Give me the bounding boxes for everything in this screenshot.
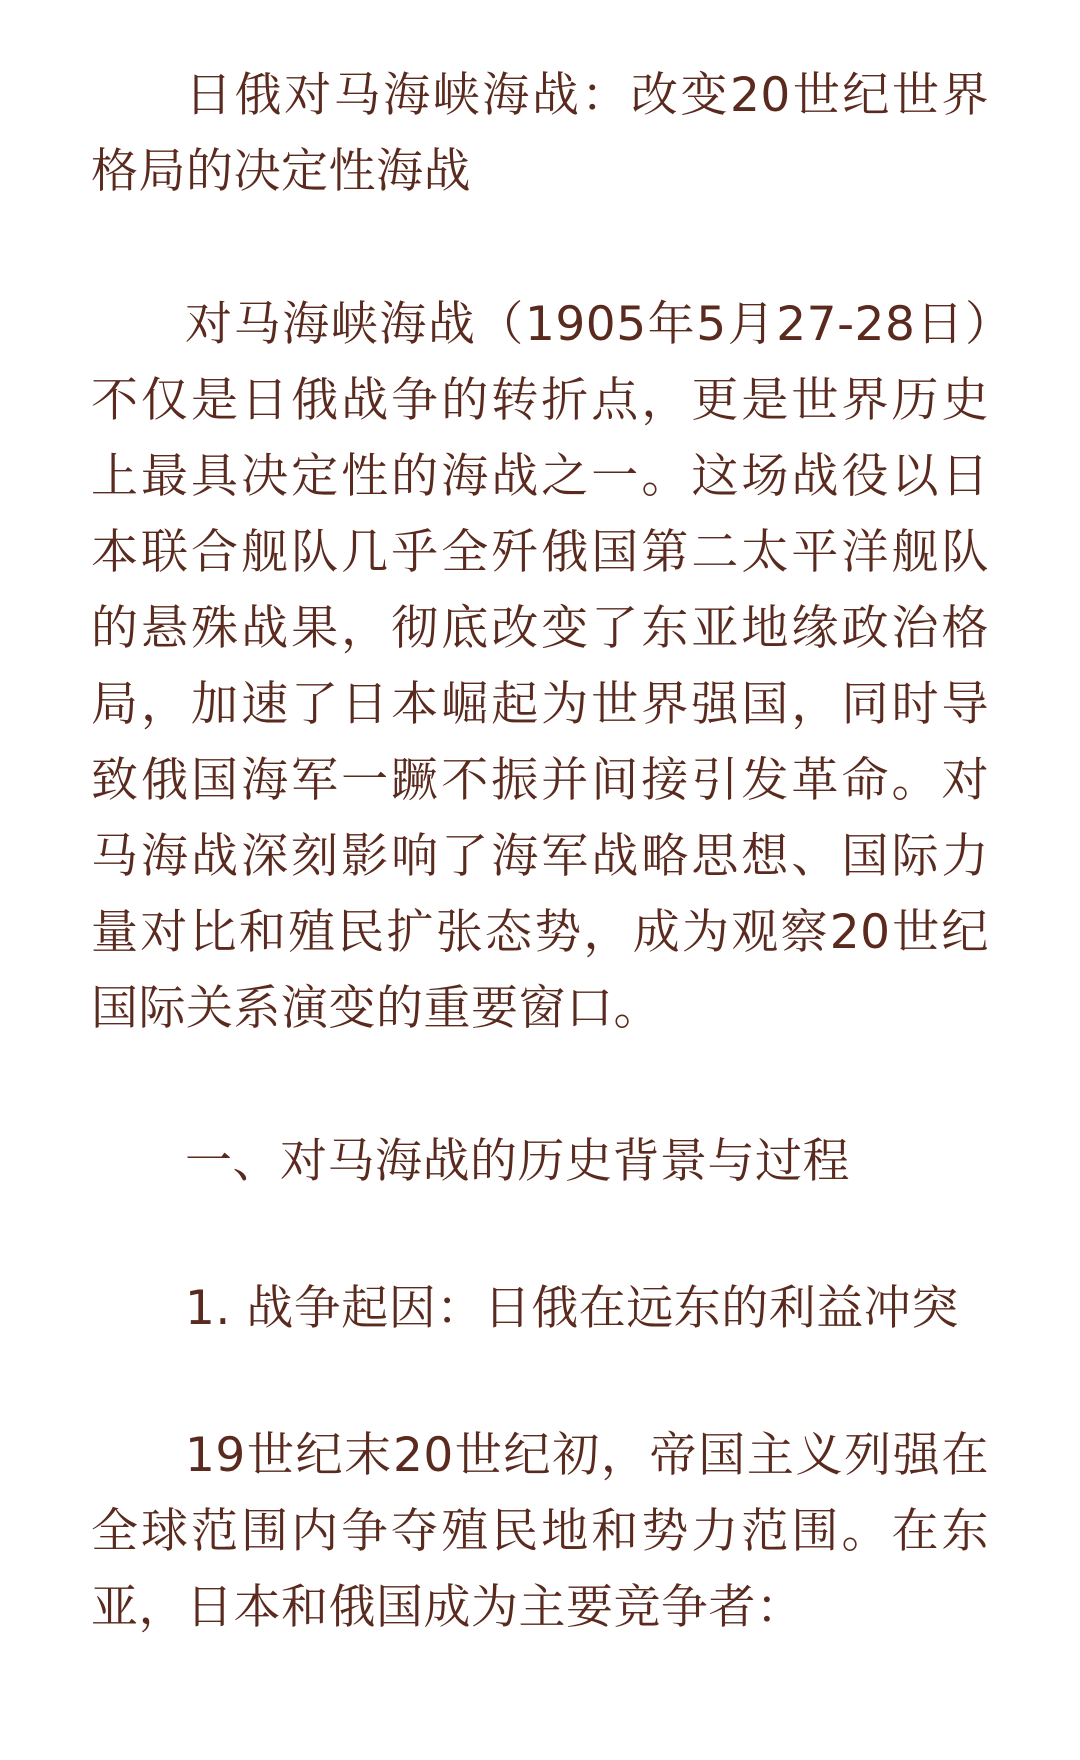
body-paragraph: 19世纪末20世纪初，帝国主义列强在全球范围内争夺殖民地和势力范围。在东亚，日本和俄国成为主要竞争者：	[91, 1428, 989, 1635]
section-heading: 一、对马海战的历史背景与过程	[185, 1134, 850, 1189]
subsection-heading: 1. 战争起因：日俄在远东的利益冲突	[185, 1281, 959, 1336]
article-title: 日俄对马海峡海战：改变20世纪世界格局的决定性海战	[91, 68, 989, 199]
intro-paragraph: 对马海峡海战（1905年5月27-28日）不仅是日俄战争的转折点，更是世界历史上最具决定性的海战之一。这场战役以日本联合舰队几乎全歼俄国第二太平洋舰队的悬殊战果，彻底改变了东亚地缘政治格局，加速了日本崛起为世界强国，同时导致俄国海军一蹶不振并间接引发革命。对马海战深刻影响了海军战略思想、国际力量对比和殖民扩张态势，成为观察20世纪国际关系演变的重要窗口。	[91, 297, 989, 1036]
